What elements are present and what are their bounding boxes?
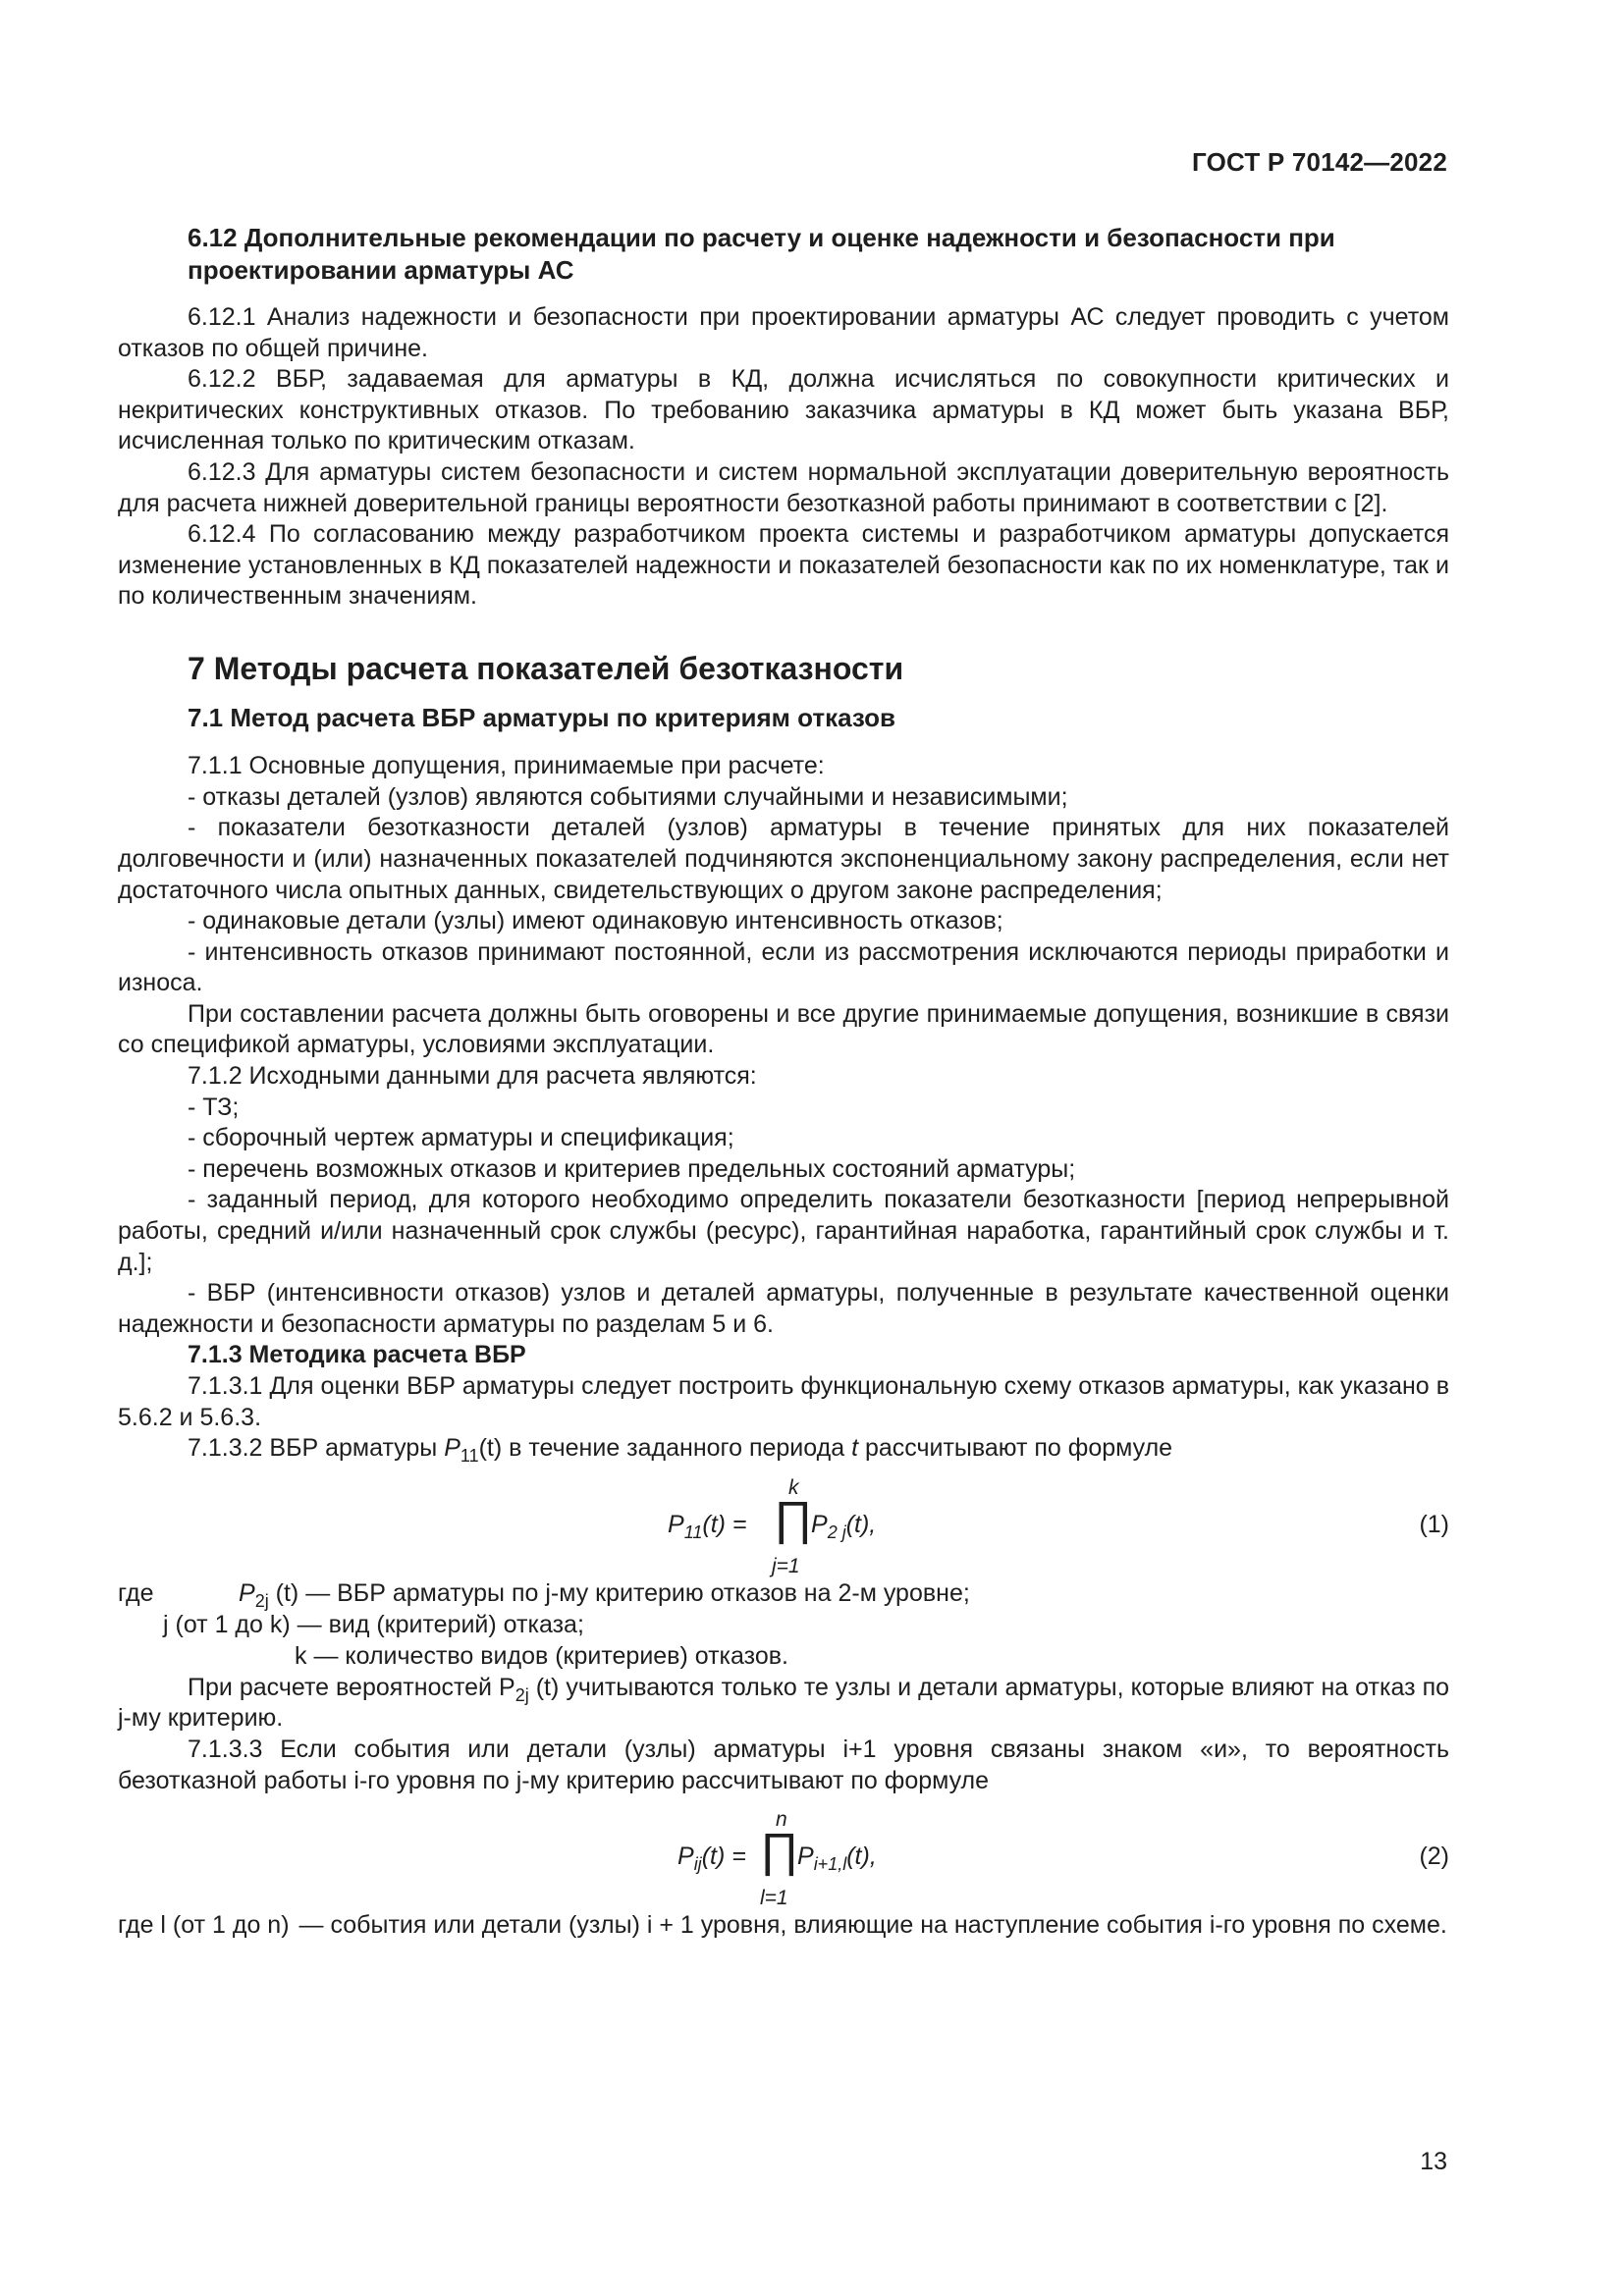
paragraph-7-1-3-2: [118, 1433, 1449, 1465]
formula-number: (2): [1419, 1842, 1449, 1871]
formula-number: (1): [1419, 1510, 1449, 1538]
paragraph-6-12-3: 6.12.3 Для арматуры систем безопасности и систем нормальной эксплуатации доверительную вероятность для расчета нижней доверительной границы вероятности безотказной работы принимают в соответствии с [2].: [118, 457, 1449, 517]
formula-rhs: $P_{2 j}(t)$,: [811, 1510, 877, 1542]
product-symbol-icon: ∏: [774, 1492, 813, 1545]
text-run: 7.1.3.2 ВБР арматуры: [188, 1434, 445, 1463]
product-upper-limit: n: [776, 1808, 787, 1832]
product-lower-limit: l=1: [760, 1887, 788, 1910]
list-item: - показатели безотказности деталей (узлов) арматуры в течение принятых для них показателей долговечности и (или) назначенных показателей подчиняются экспоненциальному закону распределения, если нет достаточного числа опытных данных, свидетельствующих о другом законе распределения;: [118, 814, 1449, 904]
list-item: - интенсивность отказов принимают постоянной, если из рассмотрения исключаются периоды приработки и износа.: [118, 937, 1449, 997]
paragraph-7-1-2: 7.1.2 Исходными данными для расчета являются:: [188, 1062, 757, 1091]
paragraph-6-12-2: 6.12.2 ВБР, задаваемая для арматуры в КД, должна исчисляться по совокупности критических и некритических конструктивных отказов. По требованию заказчика арматуры в КД может быть указана ВБР, исчисленная только по критическим отказам.: [118, 365, 1449, 455]
formula-lhs: $P_{11}(t)$ =: [668, 1510, 747, 1542]
list-item: - отказы деталей (узлов) являются событиями случайными и независимыми;: [188, 782, 1068, 811]
formula-rhs: $P_{i+1,l}(t)$,: [797, 1842, 877, 1875]
paragraph-7-1-1: 7.1.1 Основные допущения, принимаемые при расчете:: [188, 752, 825, 780]
legend-line: $P_{2j}$ (t) — ВБР арматуры по j-му критерию отказов на 2-м уровне;: [239, 1578, 970, 1611]
math-subscript: 11: [460, 1446, 479, 1467]
paragraph-7-1-3-2-note: При расчете вероятностей $P_{2j}$ (t) учитываются только те узлы и детали арматуры, которые влияют на отказ по j-му критерию.: [118, 1673, 1450, 1733]
page-number: 13: [1420, 2148, 1447, 2175]
formula-2-legend: [118, 1910, 1449, 1942]
legend-label: где l (от 1 до n): [118, 1911, 290, 1940]
formula-1: [118, 1467, 1449, 1576]
paragraph-assumptions-note: При составлении расчета должны быть оговорены и все другие принимаемые допущения, возникшие в связи со спецификой арматуры, условиями эксплуатации.: [118, 999, 1449, 1059]
section-6-12-heading: 6.12 Дополнительные рекомендации по расчету и оценке надежности и безопасности при проектировании арматуры АС: [188, 223, 1335, 285]
legend-line: j (от 1 до k) — вид (критерий) отказа;: [163, 1610, 584, 1638]
paragraph-6-12-1: 6.12.1 Анализ надежности и безопасности при проектировании арматуры АС следует проводить с учетом отказов по общей причине.: [118, 303, 1449, 362]
product-symbol-icon: ∏: [760, 1825, 799, 1878]
formula-lhs: $P_{ij}(t)$ =: [677, 1842, 746, 1875]
list-item: - перечень возможных отказов и критериев предельных состояний арматуры;: [188, 1154, 1076, 1183]
formula-2: [118, 1798, 1449, 1908]
product-upper-limit: k: [788, 1475, 799, 1499]
paragraph-7-1-3-3: 7.1.3.3 Если события или детали (узлы) арматуры i+1 уровня связаны знаком «и», то вероятность безотказной работы i-го уровня по j-му критерию рассчитывают по формуле: [118, 1735, 1449, 1794]
list-item: - заданный период, для которого необходимо определить показатели безотказности [период непрерывной работы, средний и/или назначенный срок службы (ресурс), гарантийная наработка, гарантийный срок службы и т. д.];: [118, 1186, 1449, 1276]
list-item: - ВБР (интенсивности отказов) узлов и деталей арматуры, полученные в результате качественной оценки надежности и безопасности арматуры по разделам 5 и 6.: [118, 1279, 1449, 1338]
document-id-header: ГОСТ Р 70142—2022: [1192, 147, 1447, 177]
list-item: - сборочный чертеж арматуры и спецификация;: [188, 1124, 734, 1152]
paragraph-7-1-3-1: 7.1.3.1 Для оценки ВБР арматуры следует построить функциональную схему отказов арматуры, как указано в 5.6.2 и 5.6.3.: [118, 1372, 1449, 1431]
text-run: в течение заданного периода: [502, 1434, 852, 1463]
formula-1-legend: [118, 1578, 1449, 1673]
paragraph-6-12-4: 6.12.4 По согласованию между разработчиком проекта системы и разработчиком арматуры допускается изменение установленных в КД показателей надежности и показателей безопасности как по их номенклатуре, так и по количественным значениям.: [118, 520, 1449, 611]
page-content: [118, 222, 1449, 1942]
legend-label: где: [118, 1578, 154, 1607]
section-7-1-heading: 7.1 Метод расчета ВБР арматуры по критериям отказов: [188, 702, 896, 732]
math-symbol: P: [444, 1434, 460, 1463]
math-argument: (t): [478, 1434, 503, 1463]
text-run: рассчитывают по формуле: [858, 1434, 1173, 1463]
product-lower-limit: j=1: [772, 1554, 800, 1577]
legend-line: k — количество видов (критериев) отказов.: [295, 1641, 788, 1670]
section-7-heading: 7 Методы расчета показателей безотказности: [188, 650, 904, 686]
subsection-7-1-3-heading: 7.1.3 Методика расчета ВБР: [188, 1341, 526, 1369]
list-item: - одинаковые детали (узлы) имеют одинаковую интенсивность отказов;: [188, 907, 1003, 935]
math-symbol: t: [851, 1434, 859, 1463]
legend-line: — события или детали (узлы) i + 1 уровня, влияющие на наступление события i-го уровня по схеме.: [298, 1911, 1447, 1940]
list-item: - ТЗ;: [188, 1093, 240, 1121]
